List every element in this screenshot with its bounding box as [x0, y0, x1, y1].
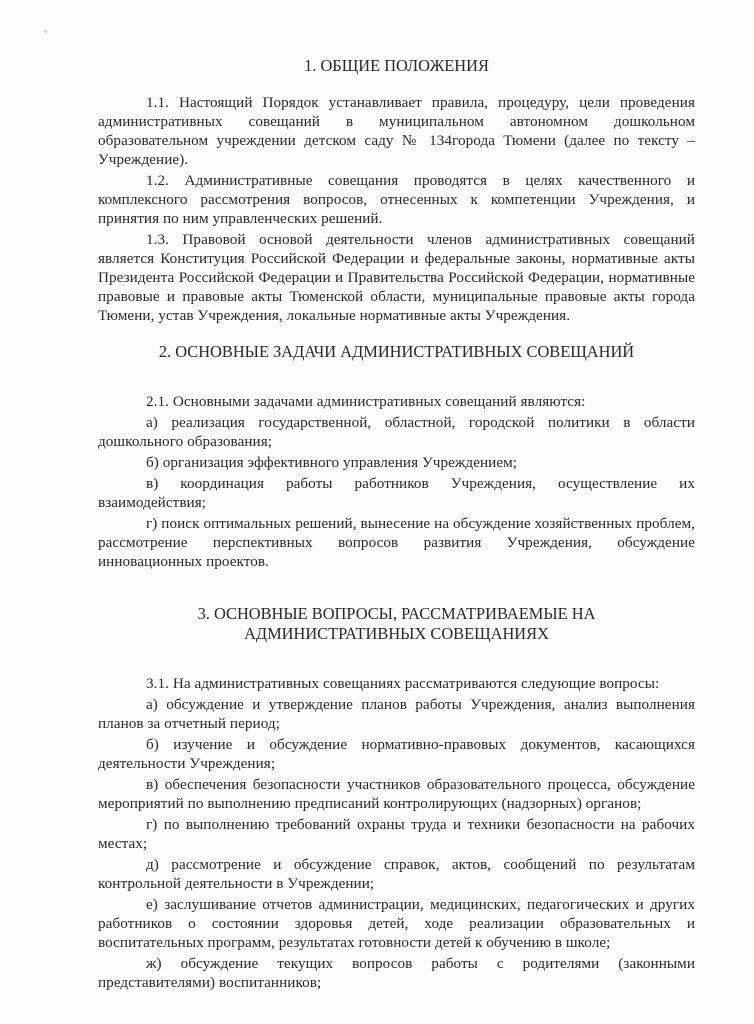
- section-2-title: 2. ОСНОВНЫЕ ЗАДАЧИ АДМИНИСТРАТИВНЫХ СОВЕЩАНИЙ: [158, 342, 635, 361]
- paragraph-2-1-v: в) координация работы работников Учреждения, осуществление их взаимодействия;: [98, 475, 695, 511]
- paragraph-3-1: 3.1. На административных совещаниях рассматриваются следующие вопросы:: [146, 675, 660, 692]
- paragraph-2-1-b: б) организация эффективного управления Учреждением;: [146, 454, 518, 471]
- scan-speck: [44, 30, 47, 33]
- paragraph-3-1-a: а) обсуждение и утверждение планов работы Учреждения, анализ выполнения планов за отчетный период;: [98, 696, 695, 732]
- paragraph-1-1: 1.1. Настоящий Порядок устанавливает правила, процедуру, цели проведения административных совещаний в муниципальном автономном дошкольном образовательном учреждении детском саду № 134города Тюмени (далее по тексту – Учреждение).: [98, 94, 695, 168]
- section-1-title: 1. ОБЩИЕ ПОЛОЖЕНИЯ: [304, 56, 489, 75]
- paragraph-3-1-g: г) по выполнению требований охраны труда и техники безопасности на рабочих местах;: [98, 816, 695, 852]
- paragraph-2-1: 2.1. Основными задачами административных совещаний являются:: [146, 393, 586, 410]
- paragraph-1-3: 1.3. Правовой основой деятельности членов административных совещаний является Конституция Российской Федерации и федеральные законы, нормативные акты Президента Российской Федерации и Правительства Российской Федерации, нормативные правовые и правовые акты Тюменской области, муниципальные правовые акты города Тюмени, устав Учреждения, локальные нормативные акты Учреждения.: [98, 231, 695, 324]
- section-3-title: 3. ОСНОВНЫЕ ВОПРОСЫ, РАССМАТРИВАЕМЫЕ НА АДМИНИСТРАТИВНЫХ СОВЕЩАНИЯХ: [197, 604, 596, 643]
- paragraph-3-1-d: д) рассмотрение и обсуждение справок, актов, сообщений по результатам контрольной деятельности в Учреждении;: [98, 856, 695, 892]
- document-body: [98, 56, 695, 992]
- paragraph-1-2: 1.2. Административные совещания проводятся в целях качественного и комплексного рассмотрения вопросов, отнесенных к компетенции Учреждения, и принятия по ним управленческих решений.: [98, 172, 695, 227]
- paragraph-3-1-b: б) изучение и обсуждение нормативно-правовых документов, касающихся деятельности Учреждения;: [98, 736, 695, 772]
- paragraph-2-1-a: а) реализация государственной, областной, городской политики в области дошкольного образования;: [98, 414, 695, 450]
- paragraph-2-1-g: г) поиск оптимальных решений, вынесение на обсуждение хозяйственных проблем, рассмотрение перспективных вопросов развития Учреждения, обсуждение инновационных проектов.: [98, 515, 695, 570]
- paragraph-3-1-zh: ж) обсуждение текущих вопросов работы с родителями (законными представителями) воспитанников;: [98, 955, 695, 991]
- paragraph-3-1-v: в) обеспечения безопасности участников образовательного процесса, обсуждение мероприятий по выполнению предписаний контролирующих (надзорных) органов;: [98, 776, 695, 812]
- paragraph-3-1-e: е) заслушивание отчетов администрации, медицинских, педагогических и других работников о состоянии здоровья детей, ходе реализации образовательных и воспитательных программ, результатах готовности детей к обучению в школе;: [98, 896, 695, 951]
